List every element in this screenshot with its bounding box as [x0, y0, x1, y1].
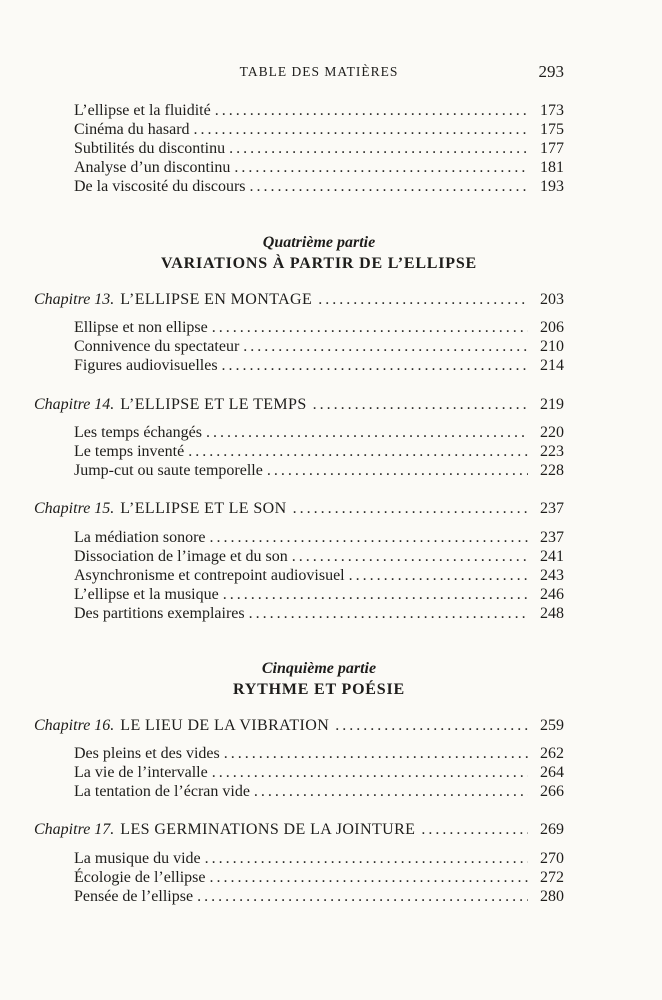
chapter-number: Chapitre 14. [34, 396, 115, 413]
toc-entry-page: 262 [540, 745, 564, 762]
part-title: RYTHME ET POÉSIE [233, 681, 405, 698]
dot-leader [349, 566, 528, 586]
toc-entry-label: Les temps échangés [74, 424, 202, 441]
toc-entry-page: 243 [540, 567, 564, 584]
toc-entry-page: 223 [540, 443, 564, 460]
toc-entry[interactable] [74, 585, 564, 605]
toc-entry-page: 206 [540, 319, 564, 336]
toc-entry-page: 175 [540, 121, 564, 138]
dot-leader [243, 337, 528, 357]
dot-leader [212, 763, 528, 783]
toc-entry-page: 214 [540, 357, 564, 374]
toc-entry-label: Connivence du spectateur [74, 338, 240, 355]
toc-chapter[interactable] [34, 290, 564, 310]
chapter-title: L’ELLIPSE ET LE TEMPS [120, 396, 307, 413]
toc-entry[interactable] [74, 139, 564, 159]
toc-entry-label: Asynchronisme et contrepoint audiovisuel [74, 567, 345, 584]
dot-leader [267, 461, 528, 481]
toc-entry[interactable] [74, 547, 564, 567]
chapter-title: LES GERMINATIONS DE LA JOINTURE [120, 821, 416, 838]
toc-entry[interactable] [74, 528, 564, 548]
toc-chapter[interactable] [34, 820, 564, 840]
chapter-page: 219 [540, 396, 564, 413]
page-header [74, 62, 564, 84]
dot-leader [293, 499, 528, 519]
toc-entry-label: Subtilités du discontinu [74, 140, 226, 157]
toc-entry-label: Dissociation de l’image et du son [74, 548, 288, 565]
dot-leader [222, 356, 528, 376]
dot-leader [194, 120, 528, 140]
chapter-number: Chapitre 15. [34, 500, 115, 517]
toc-chapter[interactable] [34, 395, 564, 415]
toc-entry[interactable] [74, 423, 564, 443]
toc-entry-label: La vie de l’intervalle [74, 764, 208, 781]
toc-entry-label: Analyse d’un discontinu [74, 159, 231, 176]
toc-entry-page: 173 [540, 102, 564, 119]
toc-entry-page: 210 [540, 338, 564, 355]
dot-leader [292, 547, 528, 567]
toc-entry-label: Le temps inventé [74, 443, 185, 460]
dot-leader [206, 423, 528, 443]
toc-entry-page: 237 [540, 529, 564, 546]
dot-leader [223, 585, 528, 605]
dot-leader [254, 782, 528, 802]
toc-entry[interactable] [74, 337, 564, 357]
chapter-number: Chapitre 13. [34, 291, 115, 308]
toc-entry-page: 246 [540, 586, 564, 603]
toc-entry-page: 280 [540, 888, 564, 905]
part-name: Quatrième partie [262, 234, 376, 251]
toc-entry[interactable] [74, 566, 564, 586]
toc-entry-page: 241 [540, 548, 564, 565]
toc-entry-page: 272 [540, 869, 564, 886]
dot-leader [335, 716, 528, 736]
toc-entry-label: Pensée de l’ellipse [74, 888, 194, 905]
toc-entry-label: Figures audiovisuelles [74, 357, 218, 374]
dot-leader [250, 177, 528, 197]
toc-entry-page: 181 [540, 159, 564, 176]
dot-leader [234, 158, 528, 178]
part-heading [74, 233, 564, 275]
page-number: 293 [538, 62, 564, 81]
dot-leader [197, 887, 528, 907]
chapter-number: Chapitre 16. [34, 717, 115, 734]
part-heading [74, 659, 564, 701]
part-title: VARIATIONS À PARTIR DE L’ELLIPSE [160, 255, 478, 272]
toc-entry[interactable] [74, 461, 564, 481]
toc-entry-page: 193 [540, 178, 564, 195]
chapter-number: Chapitre 17. [34, 821, 115, 838]
chapter-page: 237 [540, 500, 564, 517]
part-name: Cinquième partie [261, 660, 377, 677]
toc-entry-label: Des pleins et des vides [74, 745, 220, 762]
toc-entry[interactable] [74, 177, 564, 197]
toc-entry-label: L’ellipse et la fluidité [74, 102, 211, 119]
toc-entry[interactable] [74, 120, 564, 140]
toc-entry[interactable] [74, 868, 564, 888]
dot-leader [421, 820, 528, 840]
toc-entry-page: 220 [540, 424, 564, 441]
dot-leader [215, 101, 528, 121]
toc-entry[interactable] [74, 604, 564, 624]
dot-leader [205, 849, 528, 869]
chapter-title: L’ELLIPSE ET LE SON [120, 500, 287, 517]
toc-chapter[interactable] [34, 499, 564, 519]
toc-entry-label: L’ellipse et la musique [74, 586, 219, 603]
dot-leader [210, 868, 528, 888]
toc-chapter[interactable] [34, 716, 564, 736]
chapter-title: L’ELLIPSE EN MONTAGE [120, 291, 313, 308]
toc-entry[interactable] [74, 744, 564, 764]
toc-entry-label: Cinéma du hasard [74, 121, 190, 138]
toc-entry-page: 270 [540, 850, 564, 867]
dot-leader [210, 528, 528, 548]
toc-entry[interactable] [74, 887, 564, 907]
dot-leader [229, 139, 528, 159]
dot-leader [188, 442, 528, 462]
toc-entry-label: La musique du vide [74, 850, 201, 867]
toc-entry[interactable] [74, 158, 564, 178]
toc-entry-page: 266 [540, 783, 564, 800]
toc-entry-label: Des partitions exemplaires [74, 605, 245, 622]
toc-entry[interactable] [74, 101, 564, 121]
toc-entry-page: 228 [540, 462, 564, 479]
toc-entry-page: 248 [540, 605, 564, 622]
toc-entry-label: La médiation sonore [74, 529, 206, 546]
chapter-page: 259 [540, 717, 564, 734]
chapter-title: LE LIEU DE LA VIBRATION [120, 717, 330, 734]
toc-entry-label: La tentation de l’écran vide [74, 783, 250, 800]
toc-entry[interactable] [74, 442, 564, 462]
chapter-page: 269 [540, 821, 564, 838]
dot-leader [249, 604, 528, 624]
toc-entry[interactable] [74, 782, 564, 802]
dot-leader [313, 395, 528, 415]
toc-entry-label: Ellipse et non ellipse [74, 319, 208, 336]
dot-leader [224, 744, 528, 764]
toc-entry-label: Jump-cut ou saute temporelle [74, 462, 263, 479]
toc-entry-label: Écologie de l’ellipse [74, 869, 206, 886]
toc-entry[interactable] [74, 318, 564, 338]
dot-leader [318, 290, 528, 310]
chapter-page: 203 [540, 291, 564, 308]
running-title: TABLE DES MATIÈRES [239, 64, 399, 79]
toc-entry-page: 177 [540, 140, 564, 157]
toc-entry-page: 264 [540, 764, 564, 781]
dot-leader [212, 318, 528, 338]
toc-entry[interactable] [74, 356, 564, 376]
toc-entry-label: De la viscosité du discours [74, 178, 246, 195]
toc-entry[interactable] [74, 763, 564, 783]
toc-entry[interactable] [74, 849, 564, 869]
